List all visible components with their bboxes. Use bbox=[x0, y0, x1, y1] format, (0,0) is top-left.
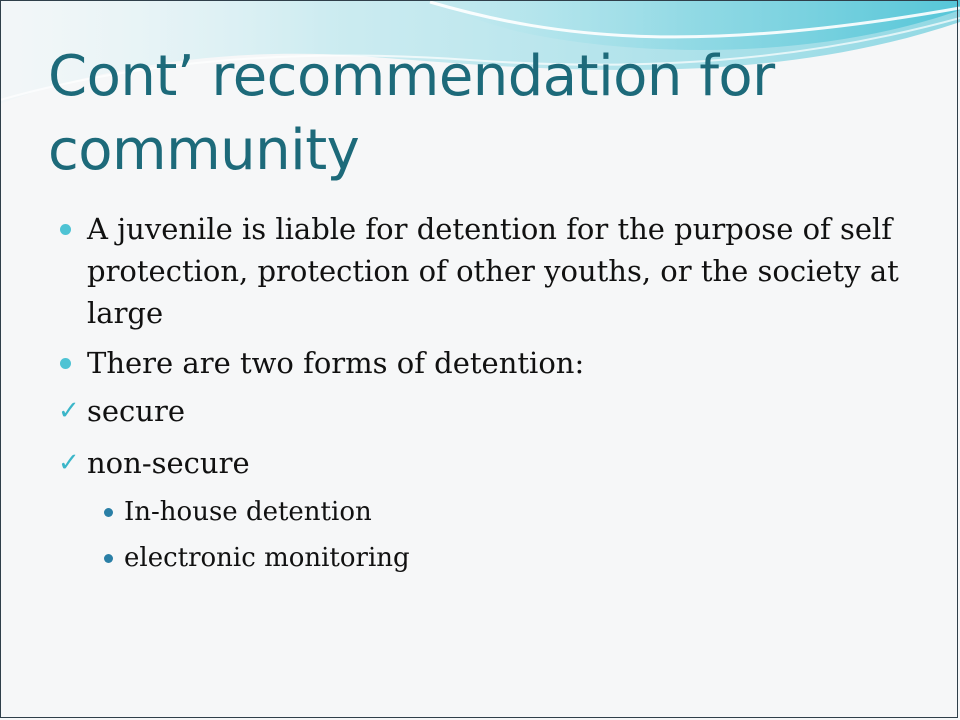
bullet-dot-icon bbox=[60, 224, 71, 235]
slide-body bbox=[58, 208, 918, 576]
bullet-text: There are two forms of detention: bbox=[87, 346, 585, 380]
sub-bullet-text: electronic monitoring bbox=[124, 543, 410, 573]
bullet-dot-icon bbox=[60, 358, 71, 369]
sub-bullet-text: In-house detention bbox=[124, 497, 372, 527]
bullet-item bbox=[58, 208, 918, 334]
check-item-text: secure bbox=[87, 394, 185, 428]
bullet-item bbox=[58, 342, 918, 384]
sub-bullet-dot-icon bbox=[104, 554, 113, 563]
sub-bullet-dot-icon bbox=[104, 508, 113, 517]
check-icon: ✓ bbox=[58, 448, 80, 478]
bullet-text: A juvenile is liable for detention for the purpose of self protection, protection of other youths, or the society at large bbox=[87, 212, 899, 330]
check-item-text: non-secure bbox=[87, 446, 250, 480]
sub-bullet-item bbox=[58, 494, 918, 530]
check-item bbox=[58, 442, 918, 484]
check-icon: ✓ bbox=[58, 396, 80, 426]
check-item bbox=[58, 390, 918, 432]
slide-title: Cont’ recommendation for community bbox=[48, 44, 775, 183]
sub-bullet-item bbox=[58, 540, 918, 576]
